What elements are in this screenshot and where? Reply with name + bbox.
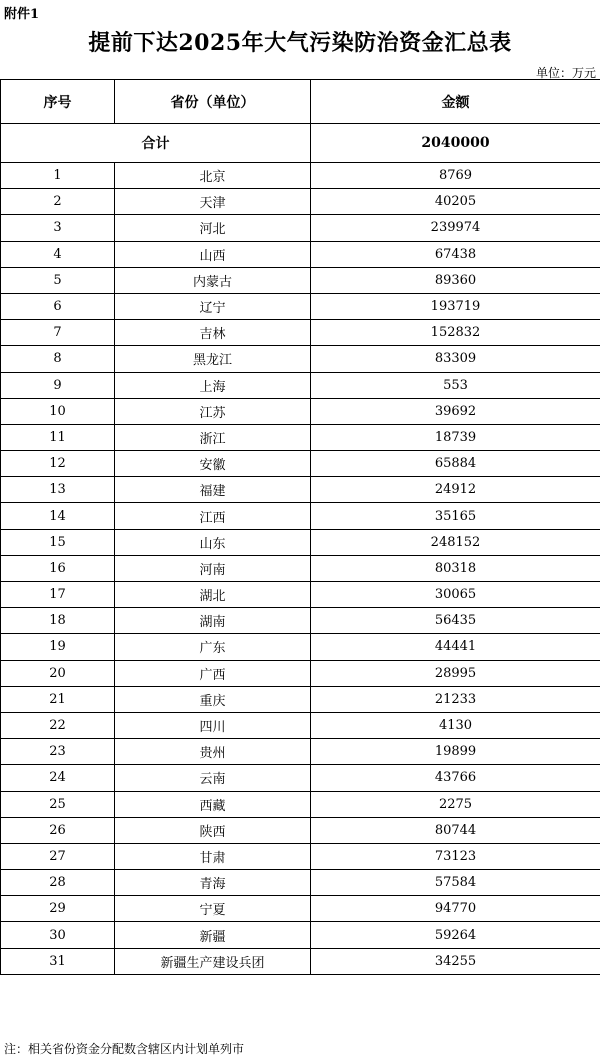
row-index: 12 xyxy=(1,451,115,477)
row-amount: 18739 xyxy=(311,424,600,450)
row-index: 29 xyxy=(1,896,115,922)
row-index: 20 xyxy=(1,660,115,686)
row-province: 贵州 xyxy=(115,739,311,765)
row-index: 8 xyxy=(1,346,115,372)
row-amount: 57584 xyxy=(311,870,600,896)
row-province: 福建 xyxy=(115,477,311,503)
row-province: 北京 xyxy=(115,163,311,189)
total-row xyxy=(1,124,600,163)
row-province: 青海 xyxy=(115,870,311,896)
table-row xyxy=(1,870,600,896)
table-row xyxy=(1,555,600,581)
row-amount: 83309 xyxy=(311,346,600,372)
row-index: 16 xyxy=(1,555,115,581)
table-row xyxy=(1,424,600,450)
table-row xyxy=(1,477,600,503)
footnote: 注：相关省份资金分配数含辖区内计划单列市 xyxy=(4,1042,245,1056)
row-index: 21 xyxy=(1,686,115,712)
row-province: 重庆 xyxy=(115,686,311,712)
row-amount: 239974 xyxy=(311,215,600,241)
row-amount: 80318 xyxy=(311,555,600,581)
row-index: 24 xyxy=(1,765,115,791)
table-row xyxy=(1,582,600,608)
row-amount: 59264 xyxy=(311,922,600,948)
row-province: 安徽 xyxy=(115,451,311,477)
row-province: 黑龙江 xyxy=(115,346,311,372)
row-amount: 65884 xyxy=(311,451,600,477)
row-province: 广西 xyxy=(115,660,311,686)
row-amount: 80744 xyxy=(311,817,600,843)
row-amount: 8769 xyxy=(311,163,600,189)
row-amount: 43766 xyxy=(311,765,600,791)
page-title: 提前下达2025年大气污染防治资金汇总表 xyxy=(88,30,512,56)
row-amount: 73123 xyxy=(311,843,600,869)
row-amount: 4130 xyxy=(311,712,600,738)
table-row xyxy=(1,372,600,398)
row-index: 2 xyxy=(1,189,115,215)
table-row xyxy=(1,241,600,267)
row-amount: 39692 xyxy=(311,398,600,424)
row-amount: 40205 xyxy=(311,189,600,215)
row-province: 江西 xyxy=(115,503,311,529)
row-province: 陕西 xyxy=(115,817,311,843)
row-index: 31 xyxy=(1,948,115,974)
row-index: 9 xyxy=(1,372,115,398)
table-row xyxy=(1,529,600,555)
row-amount: 56435 xyxy=(311,608,600,634)
row-province: 新疆 xyxy=(115,922,311,948)
row-province: 吉林 xyxy=(115,320,311,346)
row-province: 四川 xyxy=(115,712,311,738)
row-index: 1 xyxy=(1,163,115,189)
unit-label: 单位：万元 xyxy=(535,66,596,80)
row-province: 新疆生产建设兵团 xyxy=(115,948,311,974)
table-row xyxy=(1,817,600,843)
row-index: 4 xyxy=(1,241,115,267)
row-amount: 248152 xyxy=(311,529,600,555)
table-row xyxy=(1,320,600,346)
row-amount: 19899 xyxy=(311,739,600,765)
row-province: 山西 xyxy=(115,241,311,267)
header-amount: 金额 xyxy=(311,80,600,124)
row-amount: 44441 xyxy=(311,634,600,660)
table-row xyxy=(1,163,600,189)
table-row xyxy=(1,451,600,477)
total-label: 合计 xyxy=(1,124,311,163)
row-index: 3 xyxy=(1,215,115,241)
table-row xyxy=(1,948,600,974)
row-index: 15 xyxy=(1,529,115,555)
table-row xyxy=(1,346,600,372)
table-row xyxy=(1,503,600,529)
row-amount: 21233 xyxy=(311,686,600,712)
table-row xyxy=(1,215,600,241)
table-row xyxy=(1,634,600,660)
row-province: 甘肃 xyxy=(115,843,311,869)
row-index: 22 xyxy=(1,712,115,738)
row-amount: 89360 xyxy=(311,267,600,293)
row-province: 湖北 xyxy=(115,582,311,608)
table-row xyxy=(1,660,600,686)
table-row xyxy=(1,189,600,215)
row-index: 6 xyxy=(1,293,115,319)
row-province: 广东 xyxy=(115,634,311,660)
row-index: 5 xyxy=(1,267,115,293)
row-index: 11 xyxy=(1,424,115,450)
table-row xyxy=(1,791,600,817)
table-row xyxy=(1,843,600,869)
funding-table xyxy=(0,79,600,975)
row-amount: 67438 xyxy=(311,241,600,267)
row-index: 18 xyxy=(1,608,115,634)
row-province: 湖南 xyxy=(115,608,311,634)
row-amount: 2275 xyxy=(311,791,600,817)
row-province: 江苏 xyxy=(115,398,311,424)
row-amount: 553 xyxy=(311,372,600,398)
row-province: 内蒙古 xyxy=(115,267,311,293)
header-province: 省份（单位） xyxy=(115,80,311,124)
row-index: 7 xyxy=(1,320,115,346)
row-index: 23 xyxy=(1,739,115,765)
row-amount: 94770 xyxy=(311,896,600,922)
row-amount: 24912 xyxy=(311,477,600,503)
row-province: 天津 xyxy=(115,189,311,215)
table-header-row xyxy=(1,80,600,124)
row-amount: 30065 xyxy=(311,582,600,608)
row-province: 西藏 xyxy=(115,791,311,817)
row-index: 19 xyxy=(1,634,115,660)
header-index: 序号 xyxy=(1,80,115,124)
row-index: 27 xyxy=(1,843,115,869)
row-province: 浙江 xyxy=(115,424,311,450)
row-province: 辽宁 xyxy=(115,293,311,319)
table-row xyxy=(1,765,600,791)
row-index: 14 xyxy=(1,503,115,529)
row-index: 26 xyxy=(1,817,115,843)
row-amount: 193719 xyxy=(311,293,600,319)
row-amount: 28995 xyxy=(311,660,600,686)
table-row xyxy=(1,896,600,922)
row-index: 13 xyxy=(1,477,115,503)
table-row xyxy=(1,608,600,634)
table-row xyxy=(1,922,600,948)
table-row xyxy=(1,739,600,765)
row-index: 17 xyxy=(1,582,115,608)
row-province: 上海 xyxy=(115,372,311,398)
row-index: 10 xyxy=(1,398,115,424)
row-amount: 35165 xyxy=(311,503,600,529)
table-row xyxy=(1,293,600,319)
table-row xyxy=(1,267,600,293)
total-amount: 2040000 xyxy=(311,124,600,163)
row-province: 宁夏 xyxy=(115,896,311,922)
row-index: 28 xyxy=(1,870,115,896)
table-row xyxy=(1,712,600,738)
table-row xyxy=(1,686,600,712)
row-index: 25 xyxy=(1,791,115,817)
table-row xyxy=(1,398,600,424)
row-index: 30 xyxy=(1,922,115,948)
row-province: 河北 xyxy=(115,215,311,241)
row-amount: 34255 xyxy=(311,948,600,974)
row-amount: 152832 xyxy=(311,320,600,346)
row-province: 山东 xyxy=(115,529,311,555)
row-province: 云南 xyxy=(115,765,311,791)
attachment-label: 附件1 xyxy=(4,7,40,22)
row-province: 河南 xyxy=(115,555,311,581)
